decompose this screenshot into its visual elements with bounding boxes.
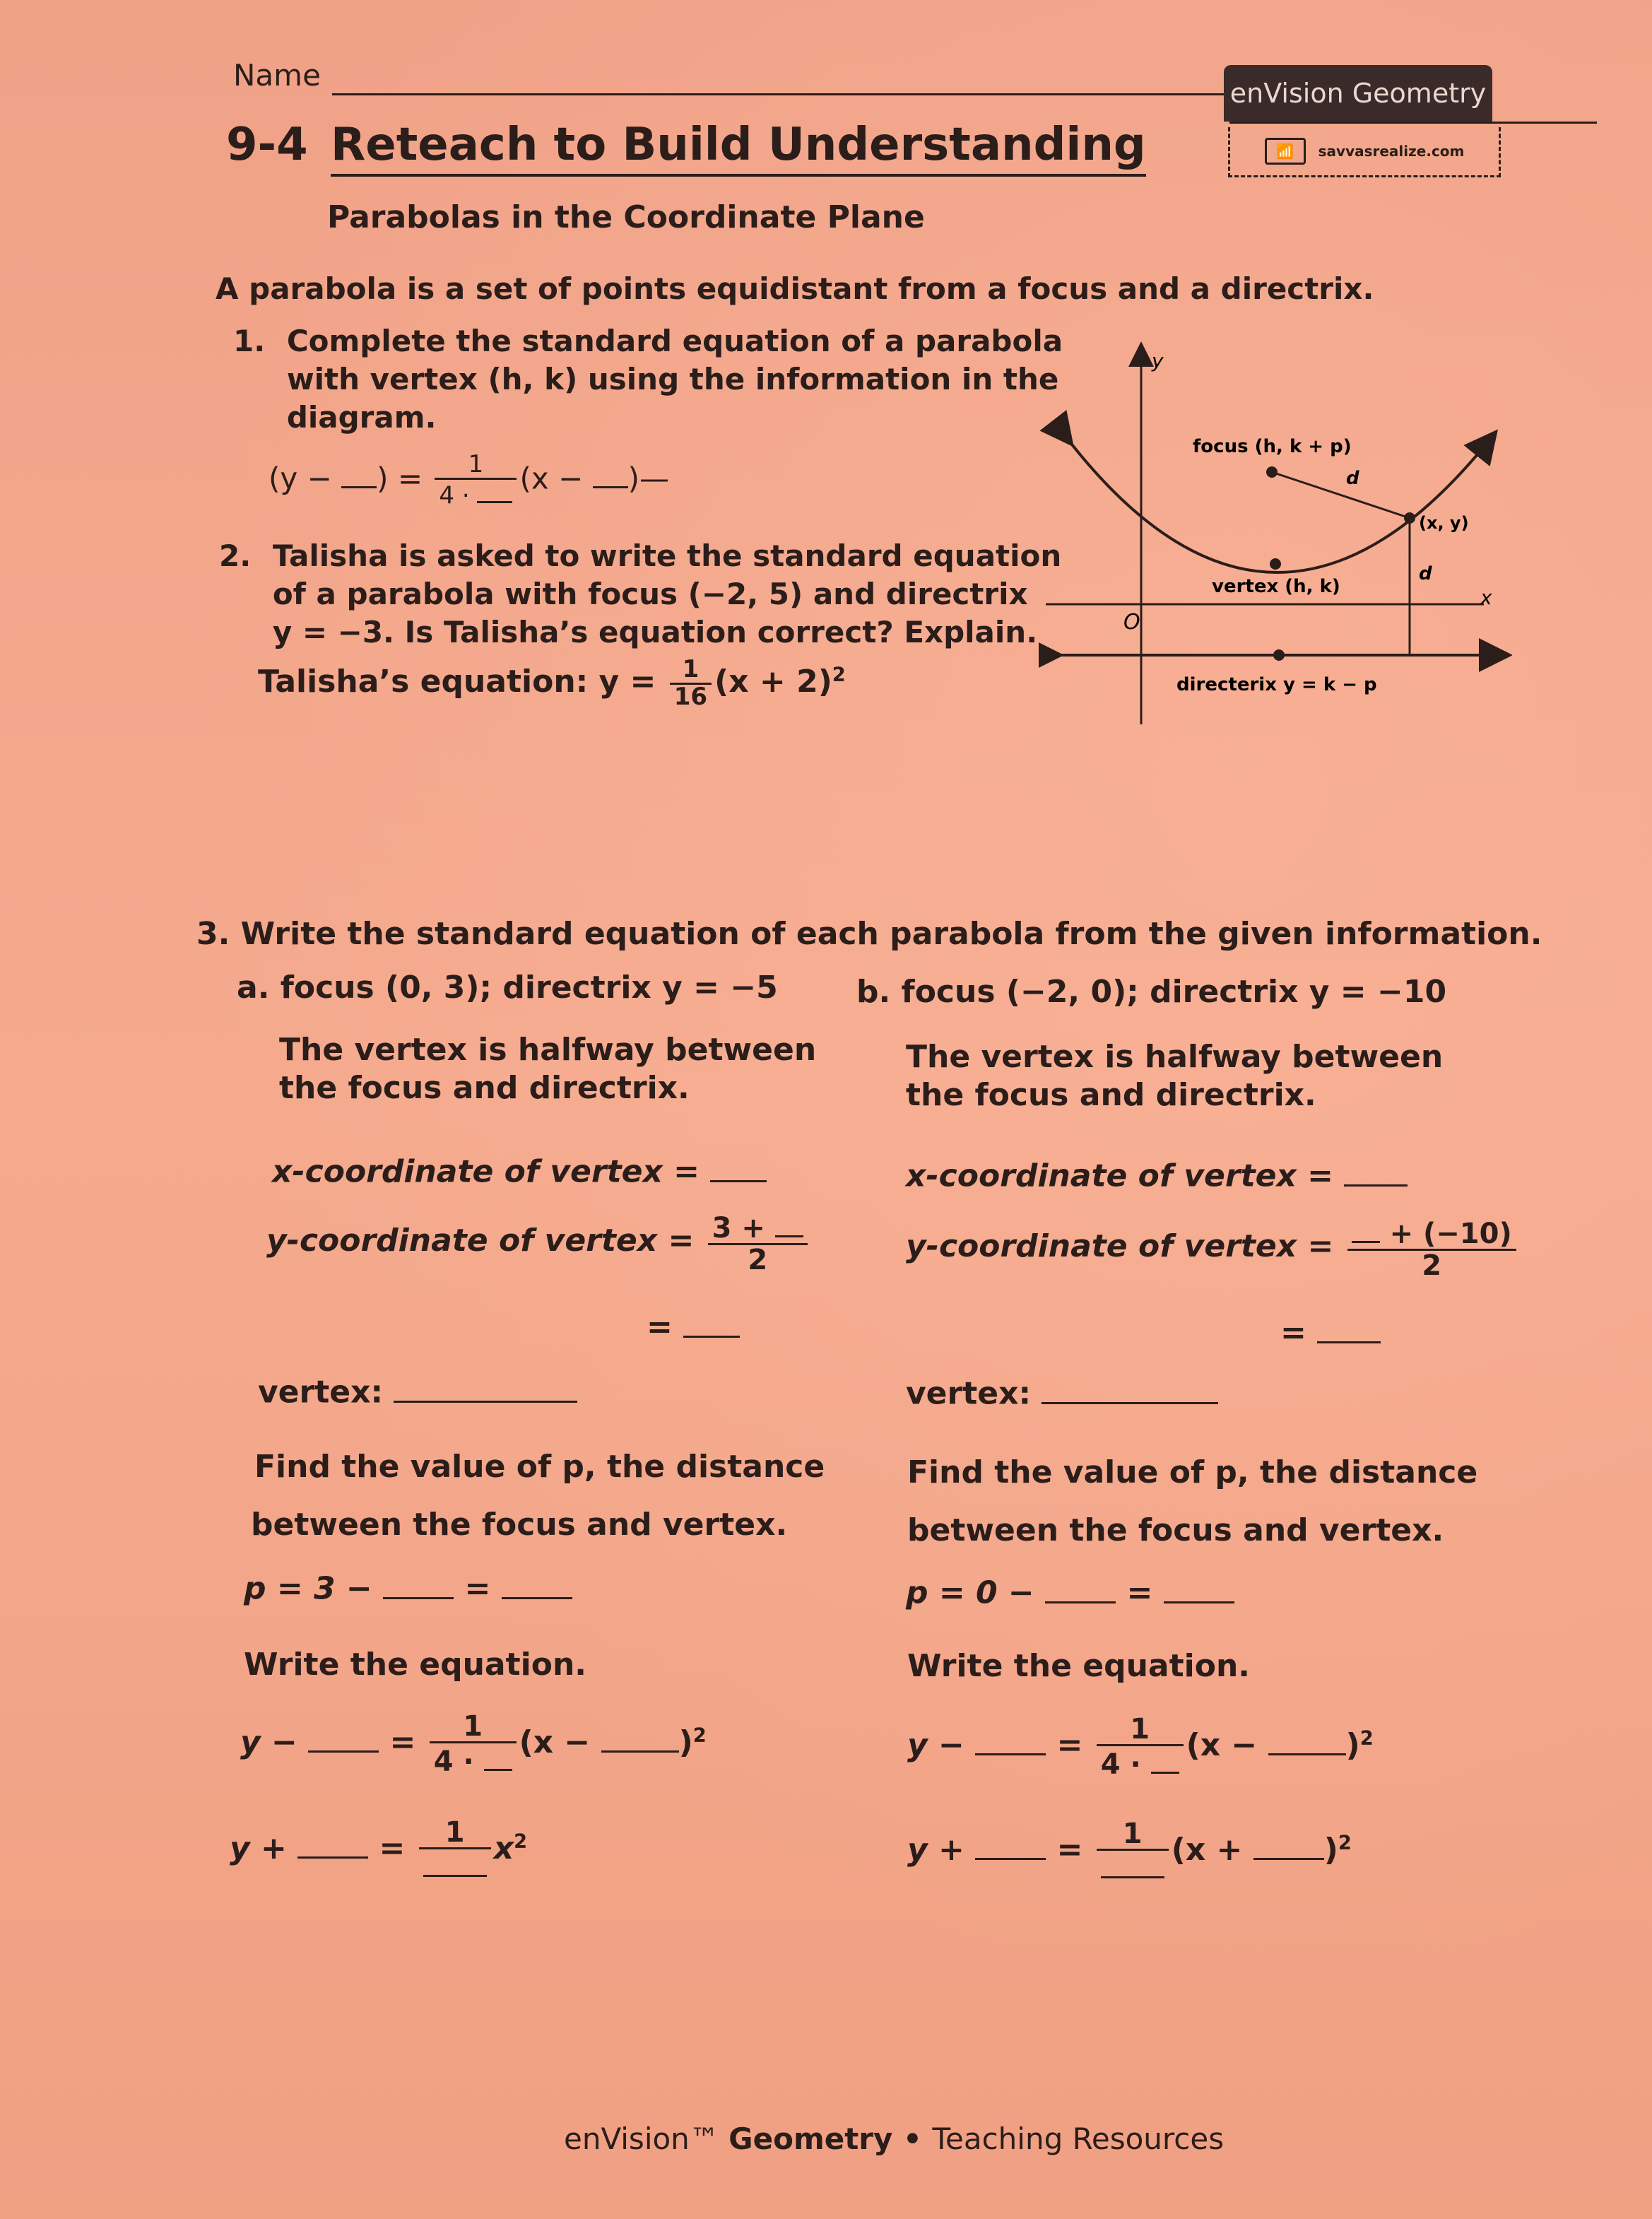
part-b-p-blank2[interactable] <box>1164 1573 1234 1603</box>
part-b-eq1-end: ) <box>1345 1727 1360 1763</box>
part-a-eq2-left: y + <box>230 1830 298 1866</box>
lesson-subtitle: Parabolas in the Coordinate Plane <box>327 199 925 235</box>
part-b-label: b. <box>856 974 891 1010</box>
parabola-curve <box>1067 438 1491 572</box>
question-2 <box>219 537 1061 652</box>
part-b-eq2-mid: = <box>1046 1832 1094 1868</box>
part-a-vertex-blank[interactable] <box>394 1372 577 1403</box>
part-a-eq1-blank-h[interactable] <box>601 1722 679 1753</box>
question-1 <box>233 322 1063 437</box>
part-a-eq2-mid: = <box>368 1830 416 1866</box>
footer-product: Geometry <box>728 2121 893 2156</box>
brand-badge: enVision Geometry <box>1224 65 1492 122</box>
part-a-eq1-blank-p[interactable] <box>484 1743 512 1771</box>
part-b-write: Write the equation. <box>907 1648 1250 1684</box>
q2-line: y = −3. Is Talisha’s equation correct? Explain. <box>272 615 1038 649</box>
part-a-eq1-mid: = <box>379 1724 427 1760</box>
part-a-eq1-exp: 2 <box>692 1724 707 1747</box>
parabola-diagram <box>1039 339 1512 735</box>
part-a-eq-sign: = <box>647 1309 684 1346</box>
focus-distance-segment <box>1272 472 1410 518</box>
q1-line: diagram. <box>286 400 437 435</box>
part-b-p-blank1[interactable] <box>1045 1573 1116 1603</box>
q1-number: 1. <box>233 324 266 358</box>
q2-line: of a parabola with focus (−2, 5) and directrix <box>272 577 1028 611</box>
q1-line: Complete the standard equation of a parabola <box>286 324 1063 358</box>
focus-label: focus (h, k + p) <box>1193 436 1352 457</box>
part-a-given: focus (0, 3); directrix y = −5 <box>280 970 778 1006</box>
wifi-screen-icon: 📶 <box>1265 138 1306 165</box>
curve-point <box>1404 512 1415 524</box>
part-b-eq2-left: y + <box>907 1832 976 1868</box>
part-a-eq2-num: 1 <box>419 1818 491 1849</box>
q1-equation <box>269 452 669 509</box>
footer <box>564 2121 1224 2156</box>
directrix-point <box>1273 649 1285 661</box>
name-field[interactable] <box>332 93 1229 95</box>
part-b-eq1-exp: 2 <box>1359 1727 1374 1750</box>
q2-number: 2. <box>219 538 252 573</box>
q1-blank-k[interactable] <box>341 460 377 489</box>
part-a-eq2-blank-den[interactable] <box>423 1849 487 1877</box>
footer-separator: • <box>892 2121 933 2156</box>
q1-eq-part: (x − <box>519 461 593 496</box>
part-a-eq1-left: y − <box>240 1724 309 1760</box>
part-b-eq2-right: (x + <box>1171 1832 1253 1868</box>
distance-label-right: d <box>1419 563 1432 584</box>
part-b-xcoord-label: x-coordinate of vertex = <box>906 1158 1345 1194</box>
q2-frac-num: 1 <box>670 657 712 685</box>
part-a-ynum-blank[interactable] <box>775 1210 803 1237</box>
part-b-eq2-blank-k[interactable] <box>975 1830 1046 1860</box>
part-b-eq1-den: 4 · <box>1100 1748 1151 1781</box>
part-b-p-eq: = <box>1116 1575 1164 1611</box>
part-a-label: a. <box>237 970 270 1006</box>
part-a-eq1-right: (x − <box>519 1724 601 1760</box>
distance-label-top: d <box>1346 468 1359 489</box>
part-a-write: Write the equation. <box>244 1647 586 1683</box>
part-b-vertex-blank[interactable] <box>1042 1374 1218 1404</box>
part-b-eq-sign: = <box>1280 1314 1318 1351</box>
q1-eq-part: ) = <box>377 461 432 496</box>
part-b-halfway: the focus and directrix. <box>906 1077 1316 1113</box>
part-b-eq2-num: 1 <box>1097 1819 1169 1851</box>
part-a-eq2-exp: 2 <box>514 1830 528 1853</box>
part-b-p-label: p = 0 − <box>906 1575 1046 1611</box>
part-b-xcoord-blank[interactable] <box>1344 1156 1408 1187</box>
q1-line: with vertex (h, k) using the information in the <box>286 362 1059 396</box>
part-b-eq1-blank-k[interactable] <box>975 1725 1046 1755</box>
part-a-xcoord-label: x-coordinate of vertex = <box>272 1153 711 1190</box>
q1-blank-p[interactable] <box>477 480 512 504</box>
part-a-eq1-blank-k[interactable] <box>308 1722 379 1753</box>
part-a-p-label: p = 3 − <box>244 1570 384 1607</box>
point-label: (x, y) <box>1419 513 1469 533</box>
q2-eq-part: (x + 2) <box>714 664 832 700</box>
header-rule <box>1229 122 1597 124</box>
question-3-heading: 3. Write the standard equation of each parabola from the given information. <box>196 916 1542 952</box>
part-a-eq2-blank-k[interactable] <box>297 1828 368 1859</box>
q1-eq-part: (y − <box>269 461 342 496</box>
part-a-p-eq: = <box>454 1570 502 1607</box>
part-a-halfway: The vertex is halfway between <box>279 1032 817 1068</box>
part-b-eq1-blank-h[interactable] <box>1268 1725 1346 1755</box>
website-text: savvasrealize.com <box>1318 143 1465 160</box>
q2-frac-den: 16 <box>673 682 708 711</box>
part-b-findp: between the focus and vertex. <box>907 1512 1444 1548</box>
part-b-ycoord-blank[interactable] <box>1317 1313 1381 1343</box>
y-axis-label: y <box>1152 349 1164 372</box>
part-a-eq1-num: 1 <box>430 1712 517 1743</box>
part-a-p-blank1[interactable] <box>383 1569 454 1599</box>
q1-frac-den: 4 · <box>439 481 478 510</box>
part-a-ycoord-blank[interactable] <box>683 1307 740 1338</box>
part-a-xcoord-blank[interactable] <box>710 1152 767 1182</box>
part-b-eq2-exp: 2 <box>1338 1832 1352 1854</box>
footer-resource: Teaching Resources <box>932 2121 1225 2156</box>
q2-line: Talisha is asked to write the standard equation <box>272 538 1062 573</box>
directrix-label: directerix y = k − p <box>1176 674 1377 695</box>
part-b-eq2-blank-den[interactable] <box>1101 1851 1164 1878</box>
part-a-vertex-label: vertex: <box>258 1374 394 1411</box>
footer-brand: enVision™ <box>564 2121 729 2156</box>
lesson-number: 9-4 <box>226 119 308 171</box>
part-b-eq1-blank-p[interactable] <box>1151 1746 1179 1774</box>
part-a-yden: 2 <box>748 1244 768 1276</box>
vertex-point <box>1270 558 1281 570</box>
part-a-halfway: the focus and directrix. <box>279 1070 690 1106</box>
focus-point <box>1266 466 1278 478</box>
q1-eq-part: )— <box>627 461 670 496</box>
part-a-findp: Find the value of p, the distance <box>254 1449 825 1485</box>
part-b-eq1-left: y − <box>907 1727 976 1763</box>
part-b-ynum-blank[interactable] <box>1352 1216 1380 1243</box>
part-a-findp: between the focus and vertex. <box>251 1507 788 1543</box>
part-b-yden: 2 <box>1422 1249 1442 1282</box>
part-b-eq1-right: (x − <box>1186 1727 1268 1763</box>
part-b-findp: Find the value of p, the distance <box>907 1454 1478 1490</box>
q2-exponent: 2 <box>832 664 846 686</box>
part-a-ynum: 3 + <box>712 1212 775 1244</box>
lesson-title: Reteach to Build Understanding <box>331 119 1146 177</box>
intro-text: A parabola is a set of points equidistant from a focus and a directrix. <box>216 271 1374 306</box>
part-a-eq1-den: 4 · <box>433 1746 484 1778</box>
part-b-eq2-blank-h[interactable] <box>1253 1830 1324 1860</box>
part-b-ynum: + (−10) <box>1379 1218 1512 1250</box>
part-b-halfway: The vertex is halfway between <box>906 1039 1444 1075</box>
part-a-ycoord-label: y-coordinate of vertex = <box>266 1223 705 1259</box>
part-b-eq2-end: ) <box>1323 1832 1338 1868</box>
x-axis-label: x <box>1480 586 1492 609</box>
q1-frac-num: 1 <box>435 452 517 480</box>
name-label: Name <box>233 58 321 93</box>
vertex-label: vertex (h, k) <box>1212 576 1340 597</box>
part-a-eq2-right: x <box>493 1830 514 1866</box>
part-b-vertex-label: vertex: <box>906 1375 1042 1412</box>
q1-blank-h[interactable] <box>593 460 628 489</box>
part-b-eq1-num: 1 <box>1097 1714 1184 1746</box>
part-b-eq1-mid: = <box>1046 1727 1094 1763</box>
website-box <box>1228 127 1501 177</box>
part-a-eq1-end: ) <box>678 1724 693 1760</box>
part-b-given: focus (−2, 0); directrix y = −10 <box>901 974 1447 1010</box>
talisha-equation <box>258 657 846 710</box>
part-b-ycoord-label: y-coordinate of vertex = <box>906 1228 1345 1264</box>
part-a-p-blank2[interactable] <box>502 1569 572 1599</box>
q2-eq-label: Talisha’s equation: y = <box>258 664 667 700</box>
origin-label: O <box>1123 610 1140 635</box>
